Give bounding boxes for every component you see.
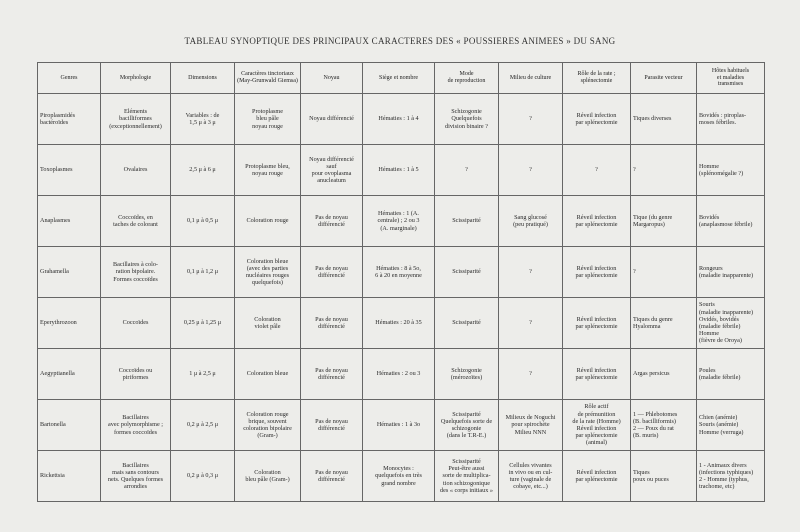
morphology-cell: Coccoïdes, en taches de colorant <box>101 196 171 247</box>
genre-cell: Toxoplasmes <box>38 145 101 196</box>
table-row <box>38 400 765 451</box>
morphology-cell: Bacillaires mais sans contours nets. Quelques formes arrondies <box>101 451 171 502</box>
staining-cell: Coloration bleue (avec des parties nucléaires rouges quelquefois) <box>235 247 301 298</box>
reproduction-cell: Scissiparité <box>435 196 499 247</box>
hosts-cell: Homme (splénomégalie ?) <box>697 145 765 196</box>
vector-cell: Tiques poux ou puces <box>631 451 697 502</box>
spleen-cell: Rôle actif de prémunition de la rate (Homme) Réveil infection par splénectomie (animal) <box>563 400 631 451</box>
genre-cell: Piroplasmidés bactéroïdes <box>38 94 101 145</box>
table-header-row <box>38 63 765 94</box>
staining-cell: Coloration bleue <box>235 349 301 400</box>
site-cell: Hématies : 20 à 35 <box>363 298 435 349</box>
column-header: Hôtes habituels et maladies transmises <box>697 63 765 94</box>
spleen-cell: Réveil infection par splénectomie <box>563 196 631 247</box>
genre-cell: Aegyptianella <box>38 349 101 400</box>
culture-cell: ? <box>499 247 563 298</box>
genre-cell: Grahamella <box>38 247 101 298</box>
site-cell: Hématies : 2 ou 3 <box>363 349 435 400</box>
culture-cell: ? <box>499 349 563 400</box>
culture-cell: Sang glucosé (peu pratiqué) <box>499 196 563 247</box>
column-header: Milieu de culture <box>499 63 563 94</box>
nucleus-cell: Pas de noyau différencié <box>301 400 363 451</box>
column-header: Morphologie <box>101 63 171 94</box>
dimensions-cell: 1 μ à 2,5 μ <box>171 349 235 400</box>
staining-cell: Coloration rouge <box>235 196 301 247</box>
staining-cell: Coloration violet pâle <box>235 298 301 349</box>
hosts-cell: Bovidés (anaplasmose fébrile) <box>697 196 765 247</box>
spleen-cell: Réveil infection par splénectomie <box>563 247 631 298</box>
nucleus-cell: Pas de noyau différencié <box>301 349 363 400</box>
nucleus-cell: Pas de noyau différencié <box>301 247 363 298</box>
genre-cell: Rickettsia <box>38 451 101 502</box>
genre-cell: Eperythrozoon <box>38 298 101 349</box>
column-header: Parasite vecteur <box>631 63 697 94</box>
hosts-cell: Poules (maladie fébrile) <box>697 349 765 400</box>
culture-cell: Cellules vivantes in vivo ou en cul- ture (vaginale de cobaye, etc...) <box>499 451 563 502</box>
staining-cell: Protoplasme bleu pâle noyau rouge <box>235 94 301 145</box>
column-header: Caractères tinctoriaux (May-Grunwald Giemsa) <box>235 63 301 94</box>
spleen-cell: Réveil infection par splénectomie <box>563 94 631 145</box>
table-row <box>38 349 765 400</box>
column-header: Genres <box>38 63 101 94</box>
table-row <box>38 298 765 349</box>
vector-cell: Tique (du genre Margaropus) <box>631 196 697 247</box>
site-cell: Hématies : 8 à 5o, 6 à 20 en moyenne <box>363 247 435 298</box>
spleen-cell: Réveil infection par splénectomie <box>563 451 631 502</box>
staining-cell: Protoplasme bleu, noyau rouge <box>235 145 301 196</box>
genre-cell: Bartonella <box>38 400 101 451</box>
spleen-cell: Réveil infection par splénectomie <box>563 298 631 349</box>
dimensions-cell: Variables : de 1,5 μ à 3 μ <box>171 94 235 145</box>
table-row <box>38 145 765 196</box>
nucleus-cell: Pas de noyau différencié <box>301 196 363 247</box>
morphology-cell: Coccoïdes <box>101 298 171 349</box>
spleen-cell: Réveil infection par splénectomie <box>563 349 631 400</box>
dimensions-cell: 0,25 μ à 1,25 μ <box>171 298 235 349</box>
vector-cell: Tiques diverses <box>631 94 697 145</box>
table-row <box>38 196 765 247</box>
vector-cell: 1 — Phlebotomes (B. bacilliformis) 2 — Poux du rat (B. muris) <box>631 400 697 451</box>
vector-cell: Argas persicus <box>631 349 697 400</box>
hosts-cell: Rongeurs (maladie inapparente) <box>697 247 765 298</box>
column-header: Rôle de la rate ; splénectomie <box>563 63 631 94</box>
culture-cell: ? <box>499 145 563 196</box>
genre-cell: Anaplasmes <box>38 196 101 247</box>
morphology-cell: Bacillaires avec polymorphisme ; formes coccoïdes <box>101 400 171 451</box>
culture-cell: ? <box>499 94 563 145</box>
vector-cell: ? <box>631 145 697 196</box>
table-row <box>38 451 765 502</box>
morphology-cell: Bacillaires à colo- ration bipolaire. Formes coccoïdes <box>101 247 171 298</box>
dimensions-cell: 0,1 μ à 0,5 μ <box>171 196 235 247</box>
nucleus-cell: Pas de noyau différencié <box>301 451 363 502</box>
hosts-cell: 1 - Animaux divers (infections typhiques) 2 - Homme (typhus, trachome, etc) <box>697 451 765 502</box>
nucleus-cell: Pas de noyau différencié <box>301 298 363 349</box>
morphology-cell: Ovalaires <box>101 145 171 196</box>
morphology-cell: Eléments bacilliformes (exceptionnellement) <box>101 94 171 145</box>
reproduction-cell: Scissiparité <box>435 298 499 349</box>
nucleus-cell: Noyau différencié sauf pour ovoplasma anucleatum <box>301 145 363 196</box>
column-header: Dimensions <box>171 63 235 94</box>
site-cell: Hématies : 1 à 3o <box>363 400 435 451</box>
column-header: Siège et nombre <box>363 63 435 94</box>
column-header: Mode de reproduction <box>435 63 499 94</box>
staining-cell: Coloration rouge brique, souvent coloration bipolaire (Gram-) <box>235 400 301 451</box>
vector-cell: Tiques du genre Hyalomma <box>631 298 697 349</box>
vector-cell: ? <box>631 247 697 298</box>
culture-cell: Milieux de Noguchi pour spirochète Milieu NNN <box>499 400 563 451</box>
reproduction-cell: Schizogonie Quelquefois division binaire ? <box>435 94 499 145</box>
reproduction-cell: ? <box>435 145 499 196</box>
dimensions-cell: 0,2 μ à 2,5 μ <box>171 400 235 451</box>
spleen-cell: ? <box>563 145 631 196</box>
dimensions-cell: 2,5 μ à 6 μ <box>171 145 235 196</box>
site-cell: Monocytes : quelquefois en très grand nombre <box>363 451 435 502</box>
site-cell: Hématies : 1 à 5 <box>363 145 435 196</box>
morphology-cell: Coccoïdes ou piriformes <box>101 349 171 400</box>
site-cell: Hématies : 1 (A. centrale) ; 2 ou 3 (A. marginale) <box>363 196 435 247</box>
nucleus-cell: Noyau différencié <box>301 94 363 145</box>
table-row <box>38 94 765 145</box>
reproduction-cell: Scissiparité <box>435 247 499 298</box>
culture-cell: ? <box>499 298 563 349</box>
reproduction-cell: Scissiparité Peut-être aussi sorte de multiplica- tion schizogonique des « corps initiaux » <box>435 451 499 502</box>
hosts-cell: Chien (anémie) Souris (anémie) Homme (verruga) <box>697 400 765 451</box>
reproduction-cell: Schizogonie (mérozoïtes) <box>435 349 499 400</box>
page-title: TABLEAU SYNOPTIQUE DES PRINCIPAUX CARACTERES DES « POUSSIERES ANIMEES » DU SANG <box>184 36 616 46</box>
table-row <box>38 247 765 298</box>
dimensions-cell: 0,2 μ à 0,3 μ <box>171 451 235 502</box>
column-header: Noyau <box>301 63 363 94</box>
hosts-cell: Souris (maladie inapparente) Ovidés, bovidés (maladie fébrile) Homme (fièvre de Oroya) <box>697 298 765 349</box>
synoptic-table <box>37 62 765 502</box>
hosts-cell: Bovidés : piroplas- moses fébriles. <box>697 94 765 145</box>
staining-cell: Coloration bleu pâle (Gram-) <box>235 451 301 502</box>
dimensions-cell: 0,1 μ à 1,2 μ <box>171 247 235 298</box>
site-cell: Hématies : 1 à 4 <box>363 94 435 145</box>
reproduction-cell: Scissiparité Quelquefois sorte de schizogonie (dans le T.R-E.) <box>435 400 499 451</box>
